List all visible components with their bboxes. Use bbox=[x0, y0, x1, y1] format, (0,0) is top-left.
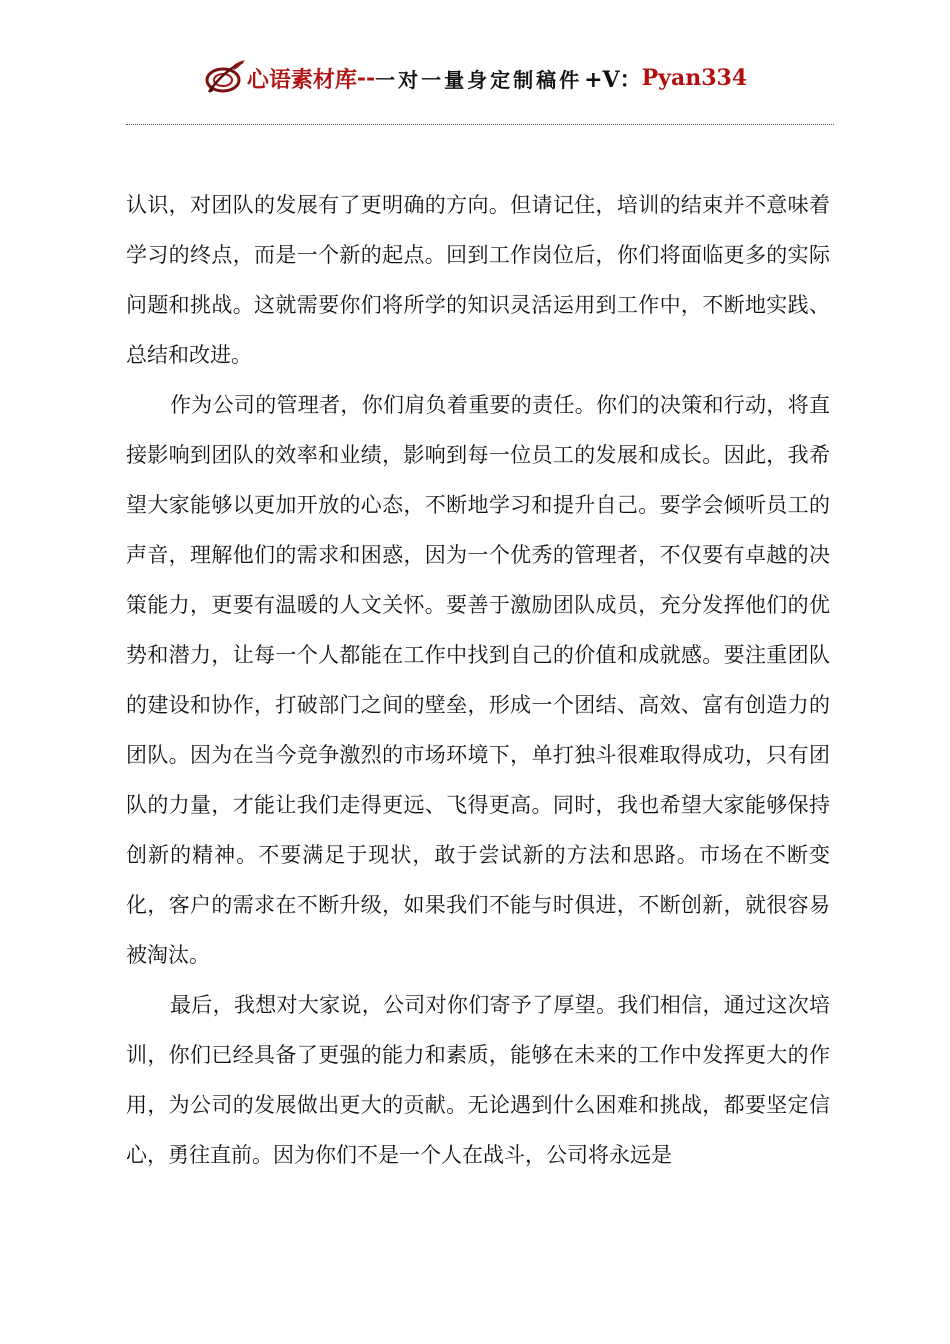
header-divider bbox=[126, 124, 834, 125]
header-separator: -- bbox=[356, 65, 376, 91]
paragraph-2: 作为公司的管理者，你们肩负着重要的责任。你们的决策和行动，将直接影响到团队的效率和业绩，影响到每一位员工的发展和成长。因此，我希望大家能够以更加开放的心态，不断地学习和提升自己。要学会倾听员工的声音，理解他们的需求和困惑，因为一个优秀的管理者，不仅要有卓越的决策能力，更要有温暖的人文关怀。要善于激励团队成员，充分发挥他们的优势和潜力，让每一个人都能在工作中找到自己的价值和成就感。要注重团队的建设和协作，打破部门之间的壁垒，形成一个团结、高效、富有创造力的团队。因为在当今竞争激烈的市场环境下，单打独斗很难取得成功，只有团队的力量，才能让我们走得更远、飞得更高。同时，我也希望大家能够保持创新的精神。不要满足于现状，敢于尝试新的方法和思路。市场在不断变化，客户的需求在不断升级，如果我们不能与时俱进，不断创新，就很容易被淘汰。 bbox=[126, 393, 830, 967]
contact-prefix: +V： bbox=[584, 66, 642, 93]
page-header bbox=[0, 58, 950, 102]
header-line bbox=[203, 58, 747, 98]
brand-name: 心语素材库 bbox=[246, 66, 357, 93]
header-tagline: 一对一量身定制稿件 bbox=[375, 67, 583, 92]
paragraph-3: 最后，我想对大家说，公司对你们寄予了厚望。我们相信，通过这次培训，你们已经具备了更强的能力和素质，能够在未来的工作中发挥更大的作用，为公司的发展做出更大的贡献。无论遇到什么困难和挑战，都要坚定信心，勇往直前。因为你们不是一个人在战斗，公司将永远是 bbox=[126, 993, 830, 1167]
paragraph-1: 认识，对团队的发展有了更明确的方向。但请记住，培训的结束并不意味着学习的终点，而是一个新的起点。回到工作岗位后，你们将面临更多的实际问题和挑战。这就需要你们将所学的知识灵活运用到工作中，不断地实践、总结和改进。 bbox=[126, 193, 830, 367]
document-body bbox=[126, 180, 830, 1180]
contact-id: Pyan334 bbox=[641, 65, 748, 91]
quill-swirl-logo-icon bbox=[203, 58, 247, 98]
